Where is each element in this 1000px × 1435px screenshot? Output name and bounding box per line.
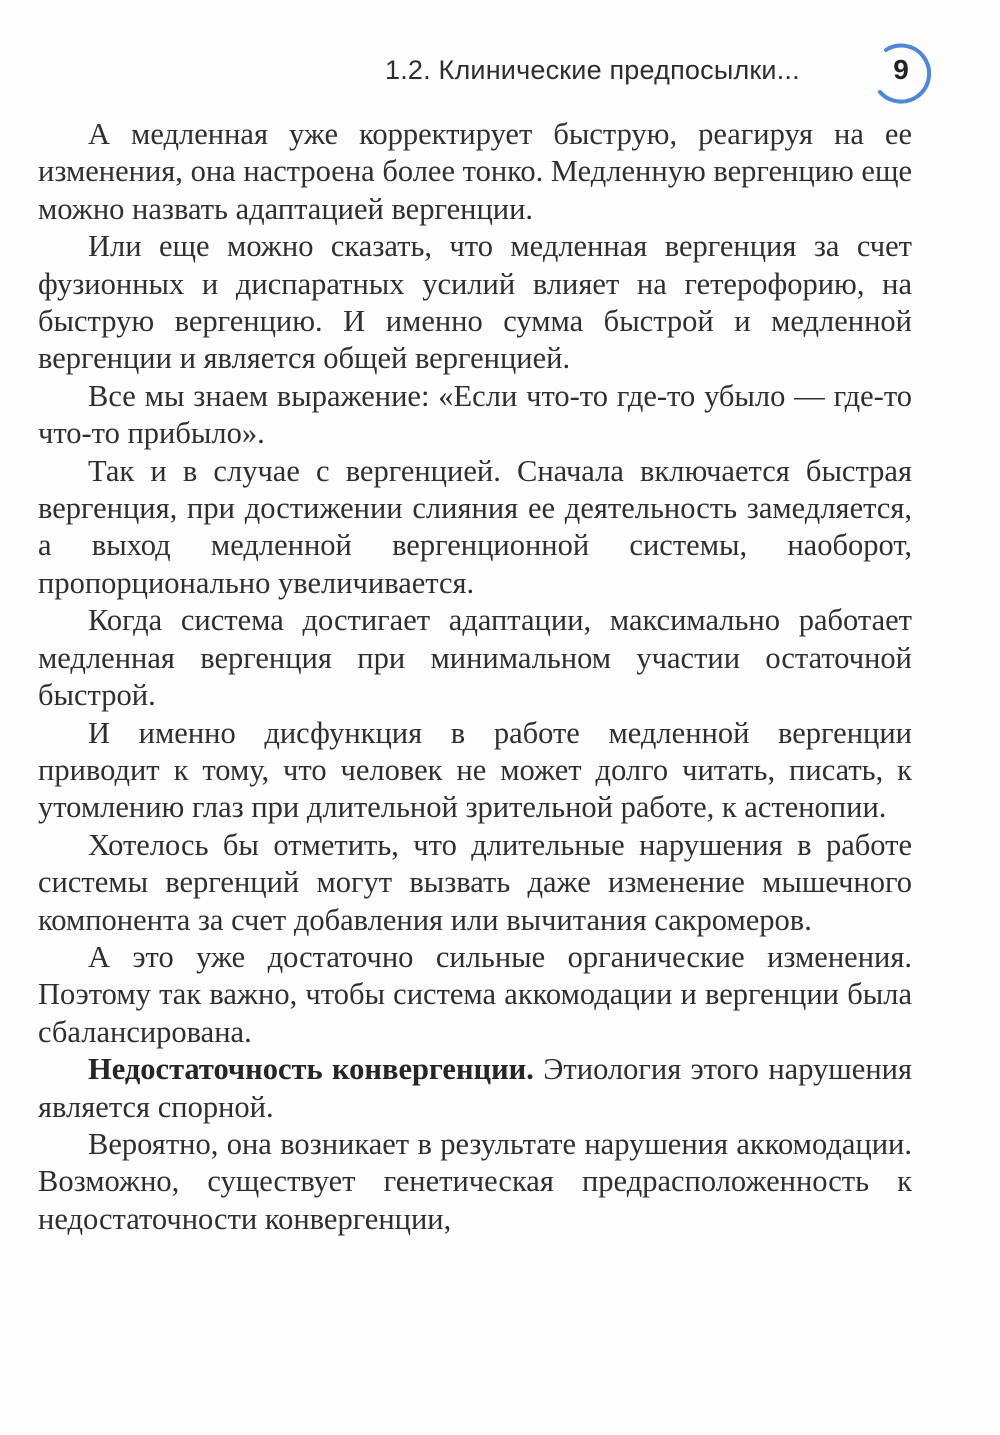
section-heading: Недостаточность конвергенции. (88, 1052, 534, 1087)
paragraph-text: Вероятно, она возникает в результате нарушения аккомодации. Возможно, существует генетическая предрасположенность к недостаточности конвергенции, (38, 1126, 912, 1236)
paragraph (38, 939, 912, 1051)
paragraph-text: Все мы знаем выражение: «Если что-то где-то убыло — где-то что-то прибыло». (38, 378, 912, 451)
paragraph (38, 715, 912, 827)
paragraph (38, 827, 912, 939)
page-number-badge (872, 40, 936, 104)
paragraph (38, 116, 912, 228)
body-text (38, 116, 912, 1238)
paragraph (38, 378, 912, 453)
paragraph-text: А это уже достаточно сильные органические изменения. Поэтому так важно, чтобы система аккомодации и вергенции была сбалансирована. (38, 939, 912, 1049)
paragraph (38, 228, 912, 378)
paragraph (38, 453, 912, 603)
paragraph (38, 1126, 912, 1238)
page-number: 9 (893, 54, 909, 85)
paragraph-text: И именно дисфункция в работе медленной вергенции приводит к тому, что человек не может долго читать, писать, к утомлению глаз при длительной зрительной работе, к астенопии. (38, 715, 912, 825)
paragraph (38, 602, 912, 714)
paragraph-text: Этиология этого нарушения является спорной. (38, 1052, 912, 1124)
paragraph-text: А медленная уже корректирует быструю, реагируя на ее изменения, она настроена более тонко. Медленную вергенцию еще можно назвать адаптацией вергенции. (38, 117, 912, 226)
paragraph-text: Когда система достигает адаптации, максимально работает медленная вергенция при минимальном участии остаточной быстрой. (38, 603, 912, 713)
paragraph-text: Хотелось бы отметить, что длительные нарушения в работе системы вергенций могут вызвать даже изменение мышечного компонента за счет добавления или вычитания сакромеров. (38, 827, 912, 937)
paragraph-text: Так и в случае с вергенцией. Сначала включается быстрая вергенция, при достижении слияния ее деятельность замедляется, а выход медленной вергенционной системы, наоборот, пропорционально увеличивается. (38, 453, 912, 600)
paragraph-text: Или еще можно сказать, что медленная вергенция за счет фузионных и диспаратных усилий влияет на гетерофорию, на быструю вергенцию. И именно сумма быстрой и медленной вергенции и является общей вергенцией. (38, 229, 912, 376)
running-head: 1.2. Клинические предпосылки... (385, 55, 800, 85)
paragraph (38, 1051, 912, 1126)
